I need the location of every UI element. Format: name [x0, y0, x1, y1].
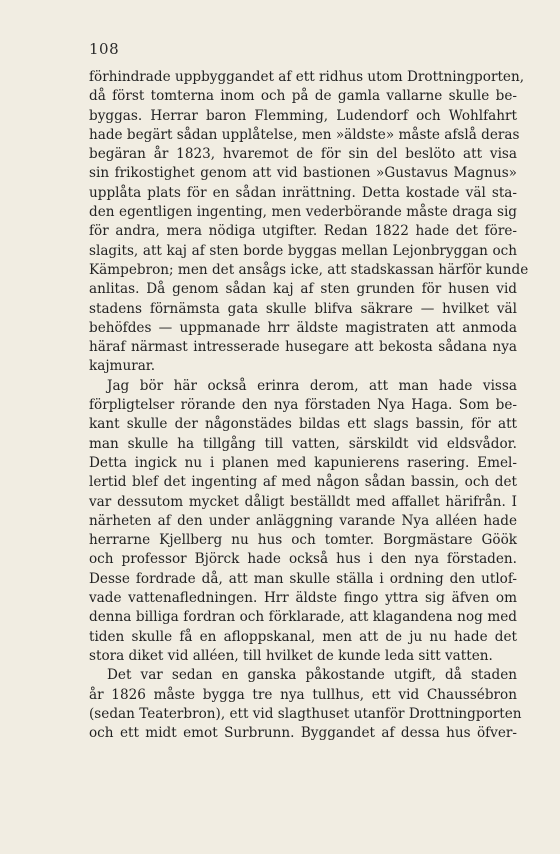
page-number: 108	[89, 40, 120, 58]
text-line: då först tomterna inom och på de gamla vallarne skulle be-	[89, 88, 517, 105]
text-line: upplåta plats för en sådan inrättning. Detta kostade väl sta-	[89, 184, 517, 201]
text-line: herrarne Kjellberg nu hus och tomter. Borgmästare Göök	[89, 532, 517, 549]
text-line: häraf närmast intresserade husegare att bekosta sådana nya	[89, 339, 517, 356]
text-line: förpligtelser rörande den nya förstaden Nya Haga. Som be-	[89, 397, 517, 414]
text-line: Desse fordrade då, att man skulle ställa i ordning den utlof-	[89, 570, 517, 587]
text-line: sin frikostighet genom att vid bastionen »Gustavus Magnus»	[89, 165, 517, 182]
text-line: stora diket vid alléen, till hvilket de kunde leda sitt vatten.	[89, 647, 493, 664]
text-line: stadens förnämsta gata skulle blifva säkrare — hvilket väl	[89, 300, 517, 317]
text-line: tiden skulle få en afloppskanal, men att de ju nu hade det	[89, 628, 517, 645]
text-line: Kämpebron; men det ansågs icke, att stadskassan härför kunde	[89, 261, 529, 278]
text-line: slagits, att kaj af sten borde byggas mellan Lejonbryggan och	[89, 242, 517, 259]
text-line: kajmurar.	[89, 358, 156, 375]
text-line: kant skulle der någonstädes bildas ett slags bassin, för att	[89, 416, 517, 433]
text-line: förhindrade uppbyggandet af ett ridhus utom Drottningporten,	[89, 69, 525, 85]
text-line: närheten af den under anläggning varande Nya alléen hade	[89, 512, 517, 529]
text-line: Jag bör här också erinra derom, att man hade vissa	[107, 377, 517, 394]
text-line: var dessutom mycket dåligt beställdt med affallet härifrån. I	[89, 493, 517, 510]
text-line: år 1826 måste bygga tre nya tullhus, ett vid Chaussébron	[89, 686, 517, 703]
text-line: behöfdes — uppmanade hrr äldste magistraten att anmoda	[89, 319, 517, 336]
text-line: lertid blef det ingenting af med någon sådan bassin, och det	[89, 474, 517, 491]
text-line: (sedan Teaterbron), ett vid slagthuset utanför Drottningporten	[89, 705, 522, 722]
text-line: och ett midt emot Surbrunn. Byggandet af dessa hus öfver-	[89, 725, 517, 742]
text-line: byggas. Herrar baron Flemming, Ludendorf och Wohlfahrt	[89, 107, 517, 124]
text-line: och professor Björck hade också hus i den nya förstaden.	[89, 551, 517, 568]
text-line: denna billiga fordran och förklarade, att klagandena nog med	[89, 609, 517, 626]
text-line: Det var sedan en ganska påkostande utgift, då staden	[107, 667, 517, 684]
text-line: för andra, mera nödiga utgifter. Redan 1822 hade det före-	[89, 223, 517, 240]
text-line: man skulle ha tillgång till vatten, särskildt vid eldsvådor.	[89, 435, 517, 452]
text-line: begäran år 1823, hvaremot de för sin del beslöto att visa	[89, 146, 517, 163]
body-text	[89, 68, 529, 743]
text-line: hade begärt sådan upplåtelse, men »äldste» måste afslå deras	[89, 126, 520, 143]
text-line: vade vattenafledningen. Hrr äldste fingo yttra sig äfven om	[89, 590, 517, 607]
text-line: anlitas. Då genom sådan kaj af sten grunden för husen vid	[89, 281, 517, 298]
text-line: Detta ingick nu i planen med kapunierens rasering. Emel-	[89, 454, 517, 471]
text-line: den egentligen ingenting, men vederbörande måste draga sig	[89, 204, 517, 221]
